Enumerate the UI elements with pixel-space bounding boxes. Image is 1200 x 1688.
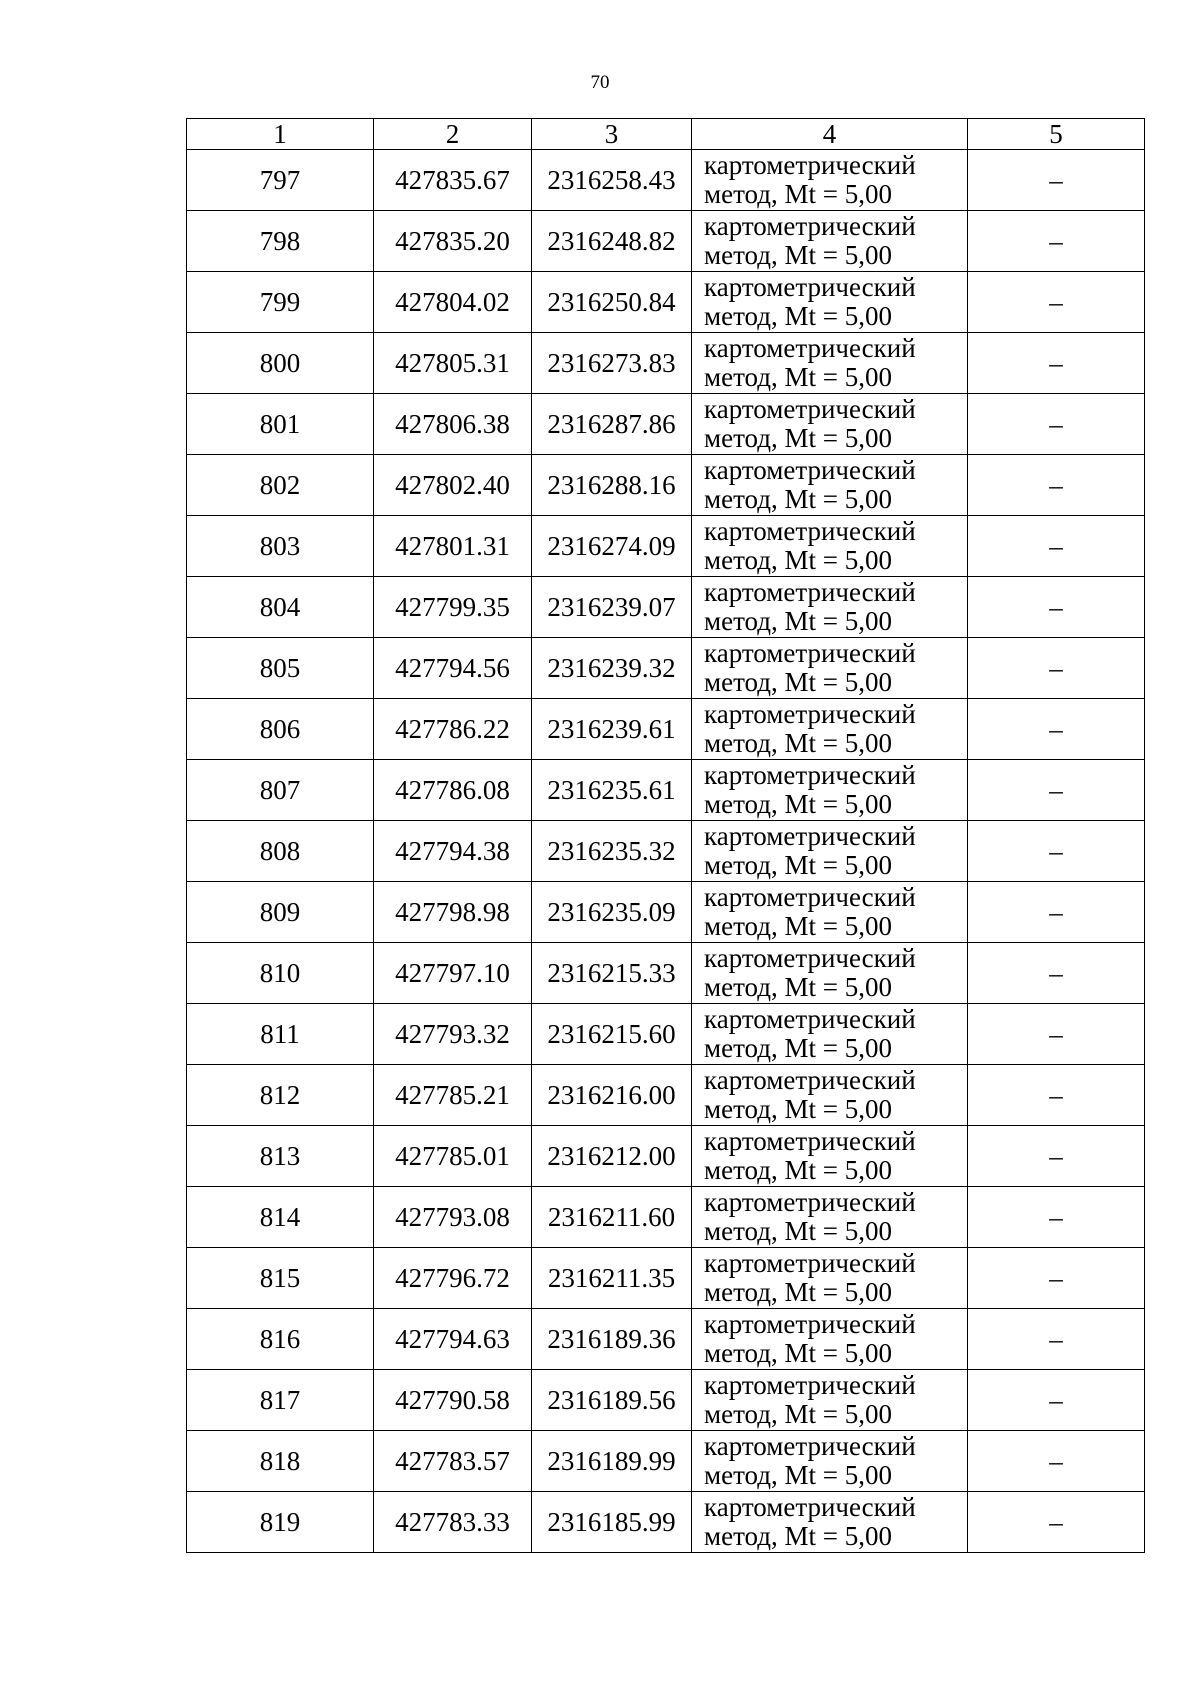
header-col-3: 3 <box>532 119 692 150</box>
method-line-1: картометрический <box>704 760 916 790</box>
x-coordinate-cell: 427805.31 <box>374 333 532 394</box>
method-cell <box>692 394 968 455</box>
x-coordinate-cell: 427799.35 <box>374 577 532 638</box>
x-coordinate-cell: 427785.01 <box>374 1126 532 1187</box>
point-number-cell: 802 <box>187 455 374 516</box>
coordinates-table <box>186 118 1145 1553</box>
y-coordinate-cell: 2316239.61 <box>532 699 692 760</box>
point-number-cell: 816 <box>187 1309 374 1370</box>
method-cell <box>692 1248 968 1309</box>
table-row <box>187 943 1145 1004</box>
x-coordinate-cell: 427783.57 <box>374 1431 532 1492</box>
method-line-2: метод, Mt = 5,00 <box>704 850 892 880</box>
method-line-1: картометрический <box>704 1431 916 1461</box>
method-line-1: картометрический <box>704 150 916 180</box>
table-row <box>187 333 1145 394</box>
method-line-2: метод, Mt = 5,00 <box>704 728 892 758</box>
method-line-1: картометрический <box>704 333 916 363</box>
table-row <box>187 150 1145 211</box>
method-line-1: картометрический <box>704 1370 916 1400</box>
x-coordinate-cell: 427797.10 <box>374 943 532 1004</box>
method-cell <box>692 577 968 638</box>
method-line-2: метод, Mt = 5,00 <box>704 606 892 636</box>
column-5-cell: – <box>968 1431 1145 1492</box>
x-coordinate-cell: 427793.32 <box>374 1004 532 1065</box>
point-number-cell: 797 <box>187 150 374 211</box>
method-line-1: картометрический <box>704 211 916 241</box>
header-col-5: 5 <box>968 119 1145 150</box>
x-coordinate-cell: 427794.38 <box>374 821 532 882</box>
method-cell <box>692 1126 968 1187</box>
method-line-2: метод, Mt = 5,00 <box>704 1277 892 1307</box>
method-line-2: метод, Mt = 5,00 <box>704 789 892 819</box>
x-coordinate-cell: 427794.63 <box>374 1309 532 1370</box>
x-coordinate-cell: 427793.08 <box>374 1187 532 1248</box>
method-line-2: метод, Mt = 5,00 <box>704 362 892 392</box>
table-row <box>187 394 1145 455</box>
method-line-1: картометрический <box>704 882 916 912</box>
table-row <box>187 1126 1145 1187</box>
method-cell <box>692 1187 968 1248</box>
table-row <box>187 1065 1145 1126</box>
table-header <box>187 119 1145 150</box>
method-line-2: метод, Mt = 5,00 <box>704 179 892 209</box>
x-coordinate-cell: 427835.20 <box>374 211 532 272</box>
point-number-cell: 807 <box>187 760 374 821</box>
y-coordinate-cell: 2316235.61 <box>532 760 692 821</box>
y-coordinate-cell: 2316211.35 <box>532 1248 692 1309</box>
y-coordinate-cell: 2316189.36 <box>532 1309 692 1370</box>
method-line-2: метод, Mt = 5,00 <box>704 972 892 1002</box>
column-5-cell: – <box>968 699 1145 760</box>
point-number-cell: 818 <box>187 1431 374 1492</box>
column-5-cell: – <box>968 211 1145 272</box>
method-line-2: метод, Mt = 5,00 <box>704 1094 892 1124</box>
table-row <box>187 1004 1145 1065</box>
column-5-cell: – <box>968 1187 1145 1248</box>
method-line-2: метод, Mt = 5,00 <box>704 423 892 453</box>
table-row <box>187 1309 1145 1370</box>
method-line-1: картометрический <box>704 1309 916 1339</box>
column-5-cell: – <box>968 150 1145 211</box>
column-5-cell: – <box>968 638 1145 699</box>
x-coordinate-cell: 427790.58 <box>374 1370 532 1431</box>
method-cell <box>692 211 968 272</box>
x-coordinate-cell: 427786.08 <box>374 760 532 821</box>
column-5-cell: – <box>968 1309 1145 1370</box>
x-coordinate-cell: 427804.02 <box>374 272 532 333</box>
method-line-2: метод, Mt = 5,00 <box>704 484 892 514</box>
x-coordinate-cell: 427801.31 <box>374 516 532 577</box>
table-row <box>187 516 1145 577</box>
point-number-cell: 805 <box>187 638 374 699</box>
method-cell <box>692 1004 968 1065</box>
column-5-cell: – <box>968 272 1145 333</box>
point-number-cell: 804 <box>187 577 374 638</box>
x-coordinate-cell: 427783.33 <box>374 1492 532 1553</box>
method-line-2: метод, Mt = 5,00 <box>704 240 892 270</box>
method-line-2: метод, Mt = 5,00 <box>704 1460 892 1490</box>
method-line-1: картометрический <box>704 394 916 424</box>
method-cell <box>692 1065 968 1126</box>
x-coordinate-cell: 427785.21 <box>374 1065 532 1126</box>
point-number-cell: 812 <box>187 1065 374 1126</box>
column-5-cell: – <box>968 333 1145 394</box>
column-5-cell: – <box>968 455 1145 516</box>
column-5-cell: – <box>968 1004 1145 1065</box>
method-line-1: картометрический <box>704 1248 916 1278</box>
y-coordinate-cell: 2316239.07 <box>532 577 692 638</box>
point-number-cell: 813 <box>187 1126 374 1187</box>
x-coordinate-cell: 427794.56 <box>374 638 532 699</box>
header-col-2: 2 <box>374 119 532 150</box>
y-coordinate-cell: 2316239.32 <box>532 638 692 699</box>
y-coordinate-cell: 2316215.33 <box>532 943 692 1004</box>
table-row <box>187 455 1145 516</box>
table-row <box>187 760 1145 821</box>
method-cell <box>692 272 968 333</box>
table-row <box>187 821 1145 882</box>
y-coordinate-cell: 2316273.83 <box>532 333 692 394</box>
column-5-cell: – <box>968 943 1145 1004</box>
table-row <box>187 699 1145 760</box>
method-line-1: картометрический <box>704 1492 916 1522</box>
method-line-1: картометрический <box>704 1187 916 1217</box>
table-body <box>187 150 1145 1553</box>
point-number-cell: 809 <box>187 882 374 943</box>
method-cell <box>692 943 968 1004</box>
x-coordinate-cell: 427786.22 <box>374 699 532 760</box>
x-coordinate-cell: 427835.67 <box>374 150 532 211</box>
column-5-cell: – <box>968 1492 1145 1553</box>
method-cell <box>692 1431 968 1492</box>
table-row <box>187 1431 1145 1492</box>
y-coordinate-cell: 2316189.56 <box>532 1370 692 1431</box>
column-5-cell: – <box>968 577 1145 638</box>
method-line-1: картометрический <box>704 455 916 485</box>
y-coordinate-cell: 2316215.60 <box>532 1004 692 1065</box>
y-coordinate-cell: 2316250.84 <box>532 272 692 333</box>
table-row <box>187 577 1145 638</box>
method-line-1: картометрический <box>704 699 916 729</box>
method-line-1: картометрический <box>704 577 916 607</box>
point-number-cell: 810 <box>187 943 374 1004</box>
y-coordinate-cell: 2316235.32 <box>532 821 692 882</box>
method-cell <box>692 1370 968 1431</box>
y-coordinate-cell: 2316287.86 <box>532 394 692 455</box>
column-5-cell: – <box>968 1126 1145 1187</box>
point-number-cell: 811 <box>187 1004 374 1065</box>
method-line-2: метод, Mt = 5,00 <box>704 911 892 941</box>
column-5-cell: – <box>968 1370 1145 1431</box>
point-number-cell: 803 <box>187 516 374 577</box>
method-line-1: картометрический <box>704 516 916 546</box>
method-line-2: метод, Mt = 5,00 <box>704 301 892 331</box>
table-row <box>187 1370 1145 1431</box>
method-cell <box>692 638 968 699</box>
y-coordinate-cell: 2316211.60 <box>532 1187 692 1248</box>
x-coordinate-cell: 427796.72 <box>374 1248 532 1309</box>
method-line-2: метод, Mt = 5,00 <box>704 1155 892 1185</box>
column-5-cell: – <box>968 1248 1145 1309</box>
method-cell <box>692 882 968 943</box>
method-line-2: метод, Mt = 5,00 <box>704 1338 892 1368</box>
method-line-1: картометрический <box>704 272 916 302</box>
y-coordinate-cell: 2316274.09 <box>532 516 692 577</box>
method-cell <box>692 333 968 394</box>
point-number-cell: 806 <box>187 699 374 760</box>
method-line-1: картометрический <box>704 943 916 973</box>
point-number-cell: 817 <box>187 1370 374 1431</box>
table-row <box>187 882 1145 943</box>
method-line-1: картометрический <box>704 638 916 668</box>
method-line-2: метод, Mt = 5,00 <box>704 1216 892 1246</box>
method-line-1: картометрический <box>704 1004 916 1034</box>
y-coordinate-cell: 2316248.82 <box>532 211 692 272</box>
method-cell <box>692 1492 968 1553</box>
method-line-1: картометрический <box>704 1065 916 1095</box>
method-cell <box>692 821 968 882</box>
header-col-4: 4 <box>692 119 968 150</box>
table-row <box>187 1248 1145 1309</box>
point-number-cell: 799 <box>187 272 374 333</box>
method-line-2: метод, Mt = 5,00 <box>704 1033 892 1063</box>
y-coordinate-cell: 2316185.99 <box>532 1492 692 1553</box>
table-row <box>187 272 1145 333</box>
point-number-cell: 814 <box>187 1187 374 1248</box>
table-row <box>187 638 1145 699</box>
method-cell <box>692 699 968 760</box>
method-line-1: картометрический <box>704 821 916 851</box>
method-line-2: метод, Mt = 5,00 <box>704 1521 892 1551</box>
column-5-cell: – <box>968 394 1145 455</box>
y-coordinate-cell: 2316212.00 <box>532 1126 692 1187</box>
point-number-cell: 800 <box>187 333 374 394</box>
column-5-cell: – <box>968 882 1145 943</box>
method-cell <box>692 760 968 821</box>
x-coordinate-cell: 427802.40 <box>374 455 532 516</box>
y-coordinate-cell: 2316288.16 <box>532 455 692 516</box>
method-line-2: метод, Mt = 5,00 <box>704 545 892 575</box>
x-coordinate-cell: 427798.98 <box>374 882 532 943</box>
point-number-cell: 801 <box>187 394 374 455</box>
point-number-cell: 815 <box>187 1248 374 1309</box>
method-cell <box>692 455 968 516</box>
column-5-cell: – <box>968 516 1145 577</box>
y-coordinate-cell: 2316235.09 <box>532 882 692 943</box>
table-row <box>187 1492 1145 1553</box>
page-number: 70 <box>590 72 610 93</box>
y-coordinate-cell: 2316216.00 <box>532 1065 692 1126</box>
column-5-cell: – <box>968 1065 1145 1126</box>
method-line-2: метод, Mt = 5,00 <box>704 667 892 697</box>
header-col-1: 1 <box>187 119 374 150</box>
method-line-1: картометрический <box>704 1126 916 1156</box>
point-number-cell: 798 <box>187 211 374 272</box>
y-coordinate-cell: 2316189.99 <box>532 1431 692 1492</box>
table-row <box>187 211 1145 272</box>
column-5-cell: – <box>968 821 1145 882</box>
point-number-cell: 808 <box>187 821 374 882</box>
y-coordinate-cell: 2316258.43 <box>532 150 692 211</box>
table-row <box>187 1187 1145 1248</box>
header-row <box>187 119 1145 150</box>
method-cell <box>692 1309 968 1370</box>
method-cell <box>692 150 968 211</box>
x-coordinate-cell: 427806.38 <box>374 394 532 455</box>
method-cell <box>692 516 968 577</box>
method-line-2: метод, Mt = 5,00 <box>704 1399 892 1429</box>
point-number-cell: 819 <box>187 1492 374 1553</box>
column-5-cell: – <box>968 760 1145 821</box>
